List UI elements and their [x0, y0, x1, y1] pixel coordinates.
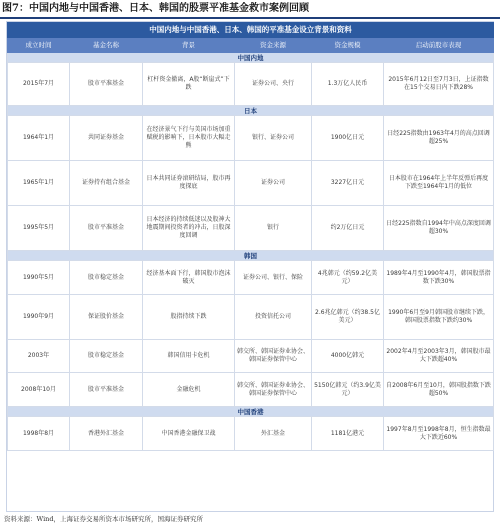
table-cell: 银行 — [235, 206, 312, 251]
table-cell: 日经225指数自1994年中高点深度回调超30% — [384, 206, 494, 251]
table-cell: 投资信托公司 — [235, 295, 312, 340]
section-label: 中国内地 — [8, 53, 494, 63]
table-cell: 韩交所、韩国证券业协会、韩国证券保管中心 — [235, 340, 312, 373]
table-cell: 股市稳定基金 — [70, 340, 143, 373]
table-cell: 日本经济的持续低迷以及股神大地震期间投资者的冲击，日股深度回调 — [143, 206, 235, 251]
table-cell: 证券公司、央行 — [235, 63, 312, 106]
table-row — [8, 417, 494, 451]
section-header-row — [8, 106, 494, 116]
table-cell: 外汇基金 — [235, 417, 312, 451]
table-cell: 股市稳定基金 — [70, 261, 143, 295]
table-cell: 证券公司 — [235, 161, 312, 206]
table-row — [8, 295, 494, 340]
column-header: 启动前股市表现 — [384, 38, 494, 53]
table-header-row — [8, 38, 494, 53]
table-cell: 中国香港金融保卫战 — [143, 417, 235, 451]
table-cell: 股市平准基金 — [70, 63, 143, 106]
table-row — [8, 261, 494, 295]
table-cell: 2015年7月 — [8, 63, 70, 106]
table-cell: 2003年 — [8, 340, 70, 373]
section-header-row — [8, 407, 494, 417]
table-cell: 5150亿韩元（约3.9亿美元） — [312, 373, 384, 407]
table-cell: 1900亿日元 — [312, 116, 384, 161]
table-cell: 1997年8月至1998年8月，恒生指数最大下跌近60% — [384, 417, 494, 451]
table-cell: 股市平准基金 — [70, 206, 143, 251]
section-label: 韩国 — [8, 251, 494, 261]
table-row — [8, 161, 494, 206]
table-row — [8, 116, 494, 161]
table-title: 中国内地与中国香港、日本、韩国的平准基金设立背景和资料 — [8, 23, 494, 38]
table-cell: 1964年1月 — [8, 116, 70, 161]
table-cell: 韩交所、韩国证券业协会、韩国证券保管中心 — [235, 373, 312, 407]
table-cell: 1989年4月至1990年4月，韩国股票指数下跌30% — [384, 261, 494, 295]
table-cell: 约2万亿日元 — [312, 206, 384, 251]
column-header: 资金来源 — [235, 38, 312, 53]
table-cell: 4兆韩元（约59.2亿美元） — [312, 261, 384, 295]
table-cell: 1.3万亿人民币 — [312, 63, 384, 106]
section-header-row — [8, 251, 494, 261]
table-cell: 证券持有组合基金 — [70, 161, 143, 206]
column-header: 资金规模 — [312, 38, 384, 53]
section-header-row — [8, 53, 494, 63]
table-cell: 1995年5月 — [8, 206, 70, 251]
column-header: 成立时间 — [8, 38, 70, 53]
table-row — [8, 340, 494, 373]
table-row — [8, 206, 494, 251]
table-cell: 韩国信用卡危机 — [143, 340, 235, 373]
table-cell: 日本股市在1964年上半年反弹后再度下跌至1964年1月的低位 — [384, 161, 494, 206]
table-cell: 香港外汇基金 — [70, 417, 143, 451]
table-cell: 2002年4月至2003年3月，韩国股市最大下跌超40% — [384, 340, 494, 373]
section-label: 日本 — [8, 106, 494, 116]
table-cell: 自2008年6月至10月，韩国股指数下跌超50% — [384, 373, 494, 407]
table-cell: 1181亿港元 — [312, 417, 384, 451]
table-frame — [6, 21, 494, 512]
table-cell: 金融危机 — [143, 373, 235, 407]
table-cell: 在经济景气下行与美国市场加重赋税的影响下，日本股市大幅走熊 — [143, 116, 235, 161]
table-cell: 证券公司、银行、保险 — [235, 261, 312, 295]
table-row — [8, 373, 494, 407]
table-cell: 2015年6月12日至7月3日，上证指数在15个交易日内下跌28% — [384, 63, 494, 106]
table-cell: 经济基本面下行，韩国股市泡沫破灭 — [143, 261, 235, 295]
table-cell: 日经225指数由1963年4月的高点回调超25% — [384, 116, 494, 161]
column-header: 背景 — [143, 38, 235, 53]
table-cell: 杠杆资金撤离，A股“断崖式”下跌 — [143, 63, 235, 106]
section-label: 中国香港 — [8, 407, 494, 417]
table-row — [8, 63, 494, 106]
table-cell: 1990年9月 — [8, 295, 70, 340]
source-note: 资料来源：Wind，上海证券交易所资本市场研究所，国海证券研究所 — [4, 515, 203, 523]
table-cell: 1990年5月 — [8, 261, 70, 295]
title-rule — [0, 17, 500, 19]
table-cell: 1965年1月 — [8, 161, 70, 206]
fund-table — [7, 22, 494, 451]
table-cell: 股指持续下跌 — [143, 295, 235, 340]
table-cell: 保证股价基金 — [70, 295, 143, 340]
table-cell: 4000亿韩元 — [312, 340, 384, 373]
table-cell: 2.6兆亿韩元（约38.5亿美元） — [312, 295, 384, 340]
column-header: 基金名称 — [70, 38, 143, 53]
table-cell: 1998年8月 — [8, 417, 70, 451]
table-cell: 共同证券基金 — [70, 116, 143, 161]
table-cell: 3227亿日元 — [312, 161, 384, 206]
table-title-row — [8, 23, 494, 38]
table-cell: 1990年6月至9月韩国股市继续下跌，韩国股票指数下跌约30% — [384, 295, 494, 340]
table-cell: 银行、证券公司 — [235, 116, 312, 161]
table-cell: 日本共同证券滚研结局，股市再度探底 — [143, 161, 235, 206]
figure-title: 图7：中国内地与中国香港、日本、韩国的股票平准基金救市案例回顾 — [2, 3, 309, 14]
table-cell: 股市平准基金 — [70, 373, 143, 407]
table-cell: 2008年10月 — [8, 373, 70, 407]
